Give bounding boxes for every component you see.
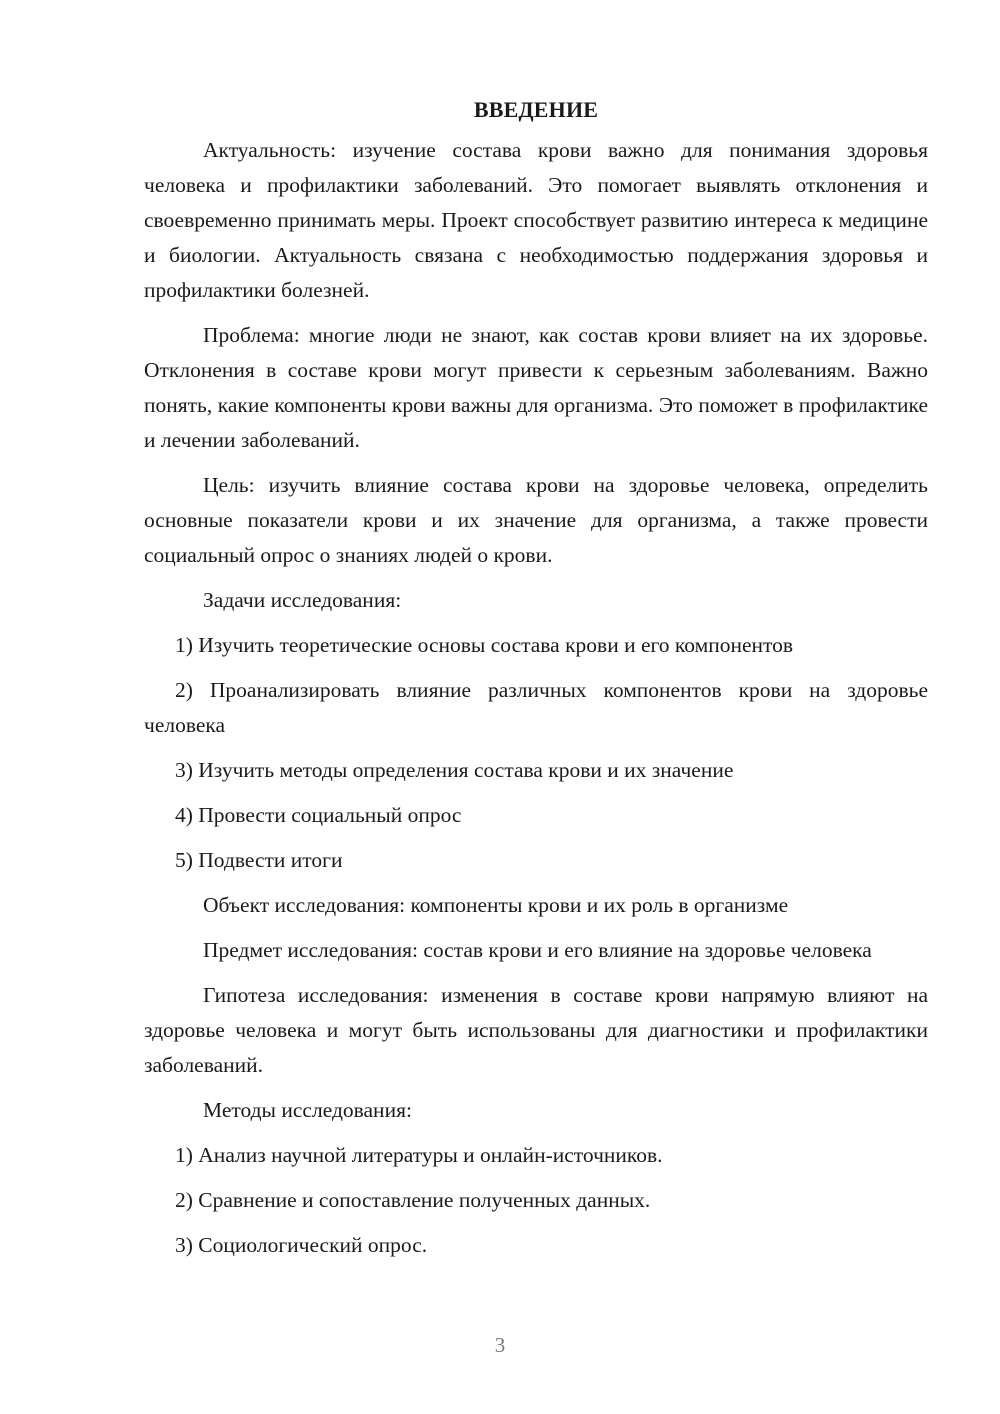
- task-item-4: 4) Провести социальный опрос: [175, 803, 462, 827]
- method-item-2: 2) Сравнение и сопоставление полученных данных.: [175, 1188, 651, 1212]
- section-title: ВВЕДЕНИЕ: [473, 97, 599, 122]
- document-page: [144, 92, 928, 1273]
- subject-paragraph: Предмет исследования: состав крови и его влияние на здоровье человека: [203, 938, 872, 962]
- problem-paragraph: Проблема: многие люди не знают, как состав крови влияет на их здоровье. Отклонения в составе крови могут привести к серьезным заболеваниям. Важно понять, какие компоненты крови важны для организма. Это поможет в профилактике и лечении заболеваний.: [144, 323, 928, 452]
- page-number: 3: [494, 1333, 506, 1357]
- methods-heading: Методы исследования:: [203, 1098, 412, 1122]
- method-item-3: 3) Социологический опрос.: [175, 1233, 428, 1257]
- method-item-1: 1) Анализ научной литературы и онлайн-источников.: [175, 1143, 663, 1167]
- task-item-2: 2) Проанализировать влияние различных компонентов крови на здоровье человека: [144, 678, 928, 737]
- relevance-paragraph: Актуальность: изучение состава крови важно для понимания здоровья человека и профилактики заболеваний. Это помогает выявлять отклонения и своевременно принимать меры. Проект способствует развитию интереса к медицине и биологии. Актуальность связана с необходимостью поддержания здоровья и профилактики болезней.: [144, 138, 928, 302]
- object-paragraph: Объект исследования: компоненты крови и их роль в организме: [203, 893, 789, 917]
- hypothesis-paragraph: Гипотеза исследования: изменения в составе крови напрямую влияют на здоровье человека и могут быть использованы для диагностики и профилактики заболеваний.: [144, 983, 928, 1077]
- task-item-3: 3) Изучить методы определения состава крови и их значение: [175, 758, 734, 782]
- task-item-5: 5) Подвести итоги: [175, 848, 343, 872]
- goal-paragraph: Цель: изучить влияние состава крови на здоровье человека, определить основные показатели крови и их значение для организма, а также провести социальный опрос о знаниях людей о крови.: [144, 473, 928, 567]
- tasks-heading: Задачи исследования:: [203, 588, 402, 612]
- task-item-1: 1) Изучить теоретические основы состава крови и его компонентов: [175, 633, 794, 657]
